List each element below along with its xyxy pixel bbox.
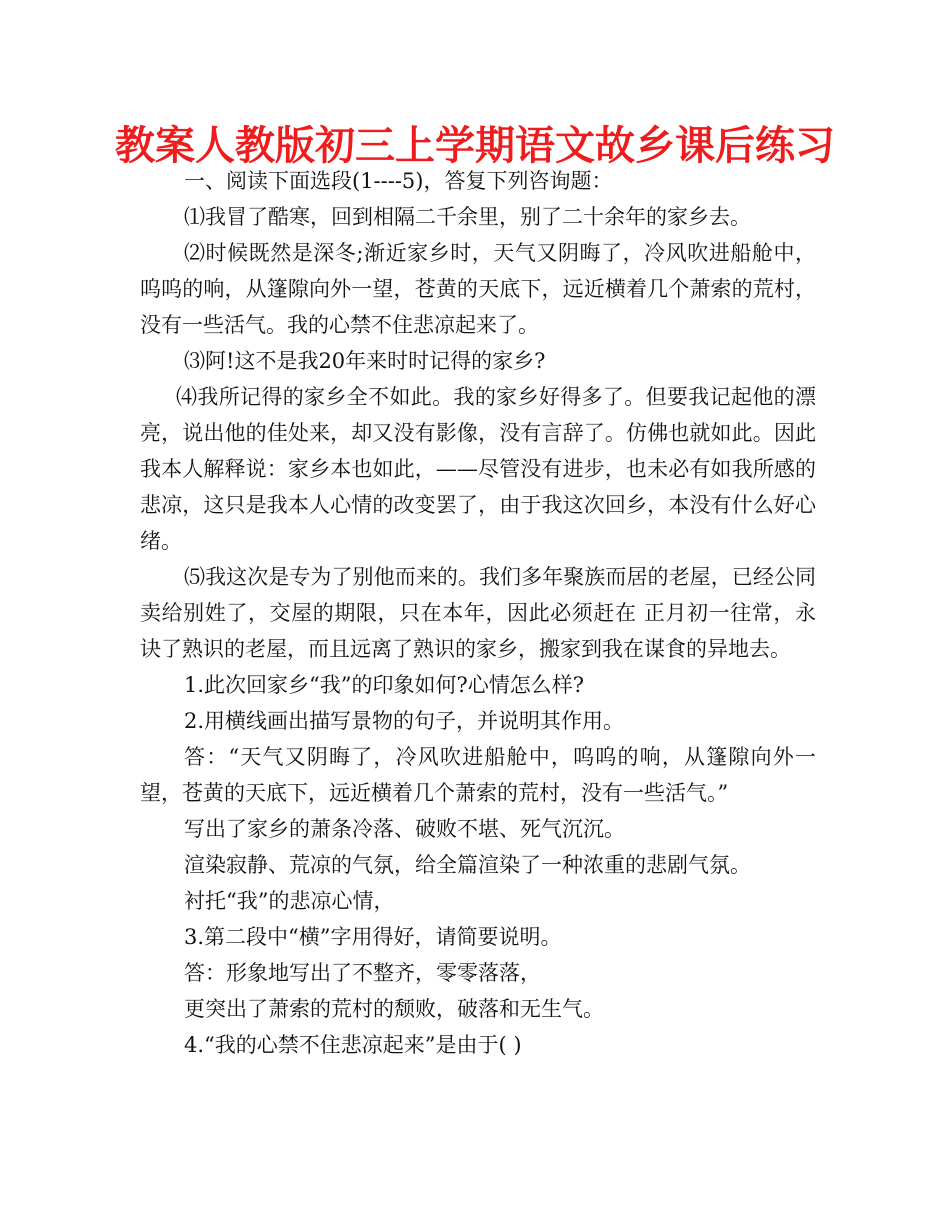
- question-1: 1.此次回家乡“我”的印象如何?心情怎么样?: [184, 673, 585, 697]
- answer-3-line-1: 答：形象地写出了不整齐，零零落落，: [184, 961, 541, 985]
- document-body: [140, 163, 816, 1063]
- passage-paragraph-4: ⑷我所记得的家乡全不如此。我的家乡好得多了。但要我记起他的漂亮，说出他的佳处来，却又没有影像，没有言辞了。仿佛也就如此。因此我本人解释说：家乡本也如此，——尽管没有进步，也未必有如我所感的悲凉，这只是我本人心情的改变罢了，由于我这次回乡，本没有什么好心绪。: [140, 385, 816, 553]
- answer-3-line-2: 更突出了萧索的荒村的颓败，破落和无生气。: [184, 997, 604, 1021]
- answer-2-line-3: 衬托“我”的悲凉心情，: [184, 889, 395, 913]
- passage-paragraph-3: ⑶阿!这不是我20年来时时记得的家乡?: [184, 349, 546, 373]
- passage-paragraph-1: ⑴我冒了酷寒，回到相隔二千余里，别了二十余年的家乡去。: [184, 205, 751, 229]
- answer-2-line-1: 写出了家乡的萧条冷落、破败不堪、死气沉沉。: [184, 817, 625, 841]
- instruction-paragraph: 一、阅读下面选段(1----5)，答复下列咨询题：: [184, 169, 613, 193]
- answer-2-line-2: 渲染寂静、荒凉的气氛，给全篇渲染了一种浓重的悲剧气氛。: [184, 853, 751, 877]
- question-4: 4.“我的心禁不住悲凉起来”是由于( ): [184, 1033, 522, 1057]
- document-title: 教案人教版初三上学期语文故乡课后练习: [115, 123, 835, 169]
- answer-2-quote: 答：“天气又阴晦了，冷风吹进船舱中，呜呜的响，从篷隙向外一望，苍黄的天底下，远近横着几个萧索的荒村，没有一些活气。”: [140, 745, 816, 805]
- passage-paragraph-2: ⑵时候既然是深冬;渐近家乡时，天气又阴晦了，冷风吹进船舱中，呜呜的响，从篷隙向外一望，苍黄的天底下，远近横着几个萧索的荒村，没有一些活气。我的心禁不住悲凉起来了。: [140, 241, 816, 337]
- question-2: 2.用横线画出描写景物的句子，并说明其作用。: [184, 709, 625, 733]
- question-3: 3.第二段中“横”字用得好，请简要说明。: [184, 925, 562, 949]
- passage-paragraph-5: ⑸我这次是专为了别他而来的。我们多年聚族而居的老屋，已经公同卖给别姓了，交屋的期限，只在本年，因此必须赶在 正月初一往常，永诀了熟识的老屋，而且远离了熟识的家乡，搬家到我在谋食的异地去。: [140, 565, 816, 661]
